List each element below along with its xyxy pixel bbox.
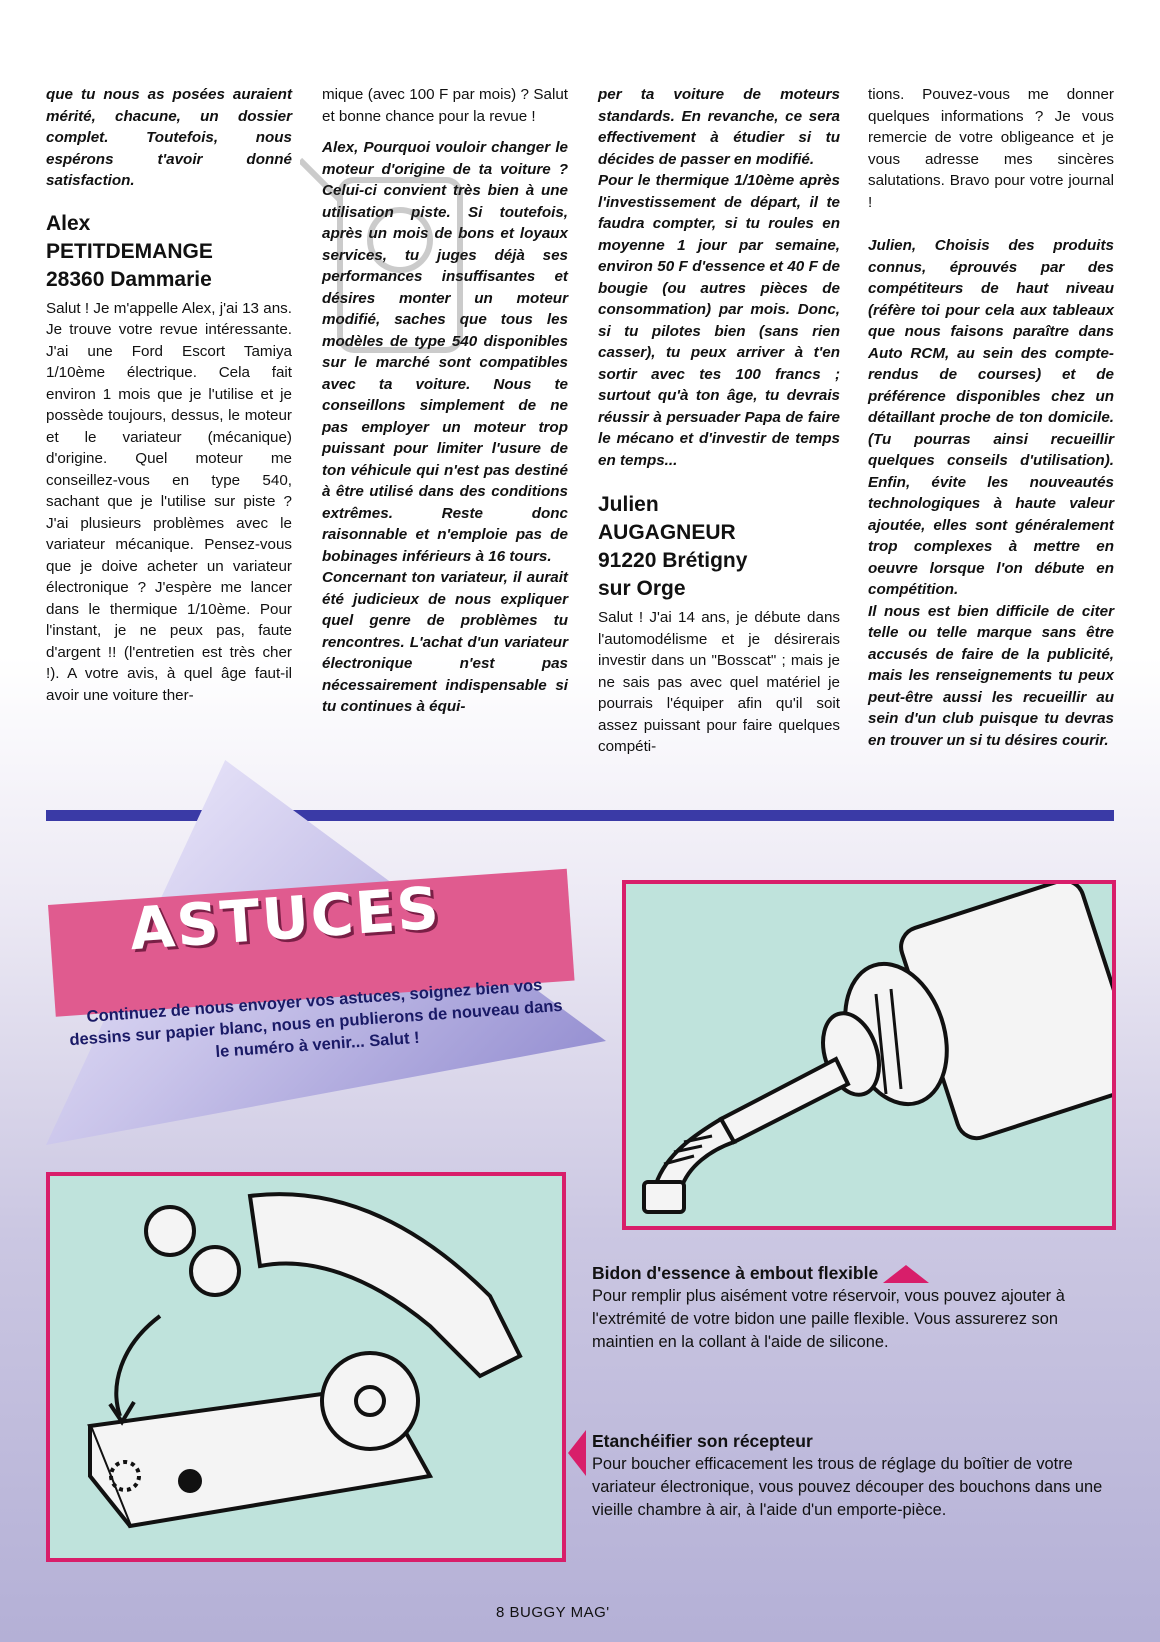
tip-receiver [592,1430,1114,1522]
tip-title: Bidon d'essence à embout flexible [592,1262,1114,1285]
column-4 [868,84,1114,751]
reply-closing: que tu nous as posées auraient mérité, chacune, un dossier complet. Toutefois, nous espérons t'avoir donné satisfaction. [46,86,292,189]
astuces-message: Continuez de nous envoyer vos astuces, soignez bien vos dessins sur papier blanc, nous en publierons de nouveau dans le numéro à venir... Salut ! [68,976,564,1062]
page-footer: 8 BUGGY MAG' [496,1604,610,1621]
editor-reply-end: per ta voiture de moteurs standards. En revanche, ce sera effectivement à étudier si tu décides de passer en modifié. [598,86,840,168]
reader-letter-end: mique (avec 100 F par mois) ? Salut et bonne chance pour la revue ! [322,86,568,125]
reader-letter-2: Salut ! J'ai 14 ans, je débute dans l'automodélisme et je désirerais investir dans un "Bosscat" ; mais je ne sais pas avec quel matériel je pourrais l'équiper afin qu'il soit assez puissant pour faire quelques compéti- [598,609,840,755]
tip-title: Etanchéifier son récepteur [592,1431,813,1451]
editor-reply: Alex, Pourquoi vouloir changer le moteur d'origine de ta voiture ? Celui-ci convient très bien à une utilisation piste. Si toutefois, après un mois de bons et loyaux services, tu juges déjà ses performances insuffisantes et désires monter un moteur modifié, saches que tous les modèles de type 540 disponibles sur le marché sont compatibles avec ta voiture. Nous te conseillons simplement de ne pas employer un moteur trop puissant pour limiter l'usure de ton véhicule qui n'est pas destiné à être utilisé dans des conditions extrêmes. Reste donc raisonnable et n'emploie pas de bobinages inférieurs à 16 tours. [322,139,568,565]
column-3 [598,84,840,758]
editor-reply-continued: Concernant ton variateur, il aurait été judicieux de nous expliquer quel genre de problèmes tu rencontres. L'achat d'un variateur électronique n'est pas nécessairement indispensable si tu continues à équi- [322,569,568,715]
tip-fuel-can [592,1262,1114,1354]
fuel-can-straw-icon [626,884,1112,1226]
triangle-pointer-left-icon [568,1430,586,1476]
reader-name-2: Julien AUGAGNEUR 91220 Brétigny sur Orge [598,493,748,600]
radio-transmitter-watermark-icon [300,140,540,380]
receiver-punch-icon [50,1176,562,1558]
tip-text: Pour remplir plus aisément votre réservoir, vous pouvez ajouter à l'extrémité de votre bidon une paille flexible. Vous assurerez son maintien en la collant à l'aide de silicone. [592,1287,1065,1351]
editor-reply-2: Julien, Choisis des produits connus, éprouvés par des compétiteurs de haut niveau (réfère toi pour cela aux tableaux que nous faisons paraître dans Auto RCM, au sein des compte-rendus de courses) et de préférence disponibles chez un détaillant proche de ton domicile. (Tu pourras ainsi recueillir quelques conseils d'utilisation). Enfin, évite les nouveautés technologiques à haute valeur ajoutée, elles sont généralement trop complexes à mettre en oeuvre lorsque l'on débute en compétition. [868,237,1114,598]
column-1 [46,84,292,706]
reader-letter: Salut ! Je m'appelle Alex, j'ai 13 ans. Je trouve votre revue intéressante. J'ai une Ford Escort Tamiya 1/10ème électrique. Cela fait environ 1 mois que je l'utilise et je possède toujours, dessus, le moteur et le variateur (mécanique) d'origine. Quel moteur me conseillez-vous en type 540, sachant que je l'utilise sur piste ? J'ai plusieurs problèmes avec le variateur mécanique. Pensez-vous que je doive acheter un variateur électronique ? J'espère me lancer dans le thermique 1/10ème. Pour l'instant, je ne peux pas, faute d'argent !! (l'entretien est très cher !). A votre avis, à quel âge faut-il avoir une voiture ther- [46,299,292,704]
triangle-pointer-up-icon [883,1265,929,1283]
reader-letter-2-end: tions. Pouvez-vous me donner quelques informations ? Je vous remercie de votre obligeance et je vous adresse mes sincères salutations. Bravo pour votre journal ! [868,86,1114,211]
illustration-fuel-can [622,880,1116,1230]
editor-reply-2-continued: Il nous est bien difficile de citer telle ou telle marque sans être accusés de faire de la publicité, mais les renseignements tu peux peut-être aussi les recueillir au sein d'un club puisque tu devras en trouver un si tu désires courir. [868,602,1114,749]
reader-name: Alex PETITDEMANGE 28360 Dammarie [46,211,213,291]
illustration-receiver [46,1172,566,1562]
astuces-title: ASTUCES [127,873,443,964]
editor-reply-end-2: Pour le thermique 1/10ème après l'investissement de départ, il te faudra compter, si tu roules en moyenne 1 jour par semaine, environ 50 F d'essence et 40 F de bougie (ou autres pièces de consommation) par mois. Donc, si tu pilotes bien (sans rien casser), tu peux arriver à t'en sortir avec tes 100 francs ; surtout qu'à ton âge, tu devrais réussir à persuader Papa de faire le mécano et d'investir de temps en temps... [598,172,840,469]
tip-text: Pour boucher efficacement les trous de réglage du boîtier de votre variateur électronique, vous pouvez découper des bouchons dans une vieille chambre à air, à l'aide d'un emporte-pièce. [592,1455,1103,1519]
